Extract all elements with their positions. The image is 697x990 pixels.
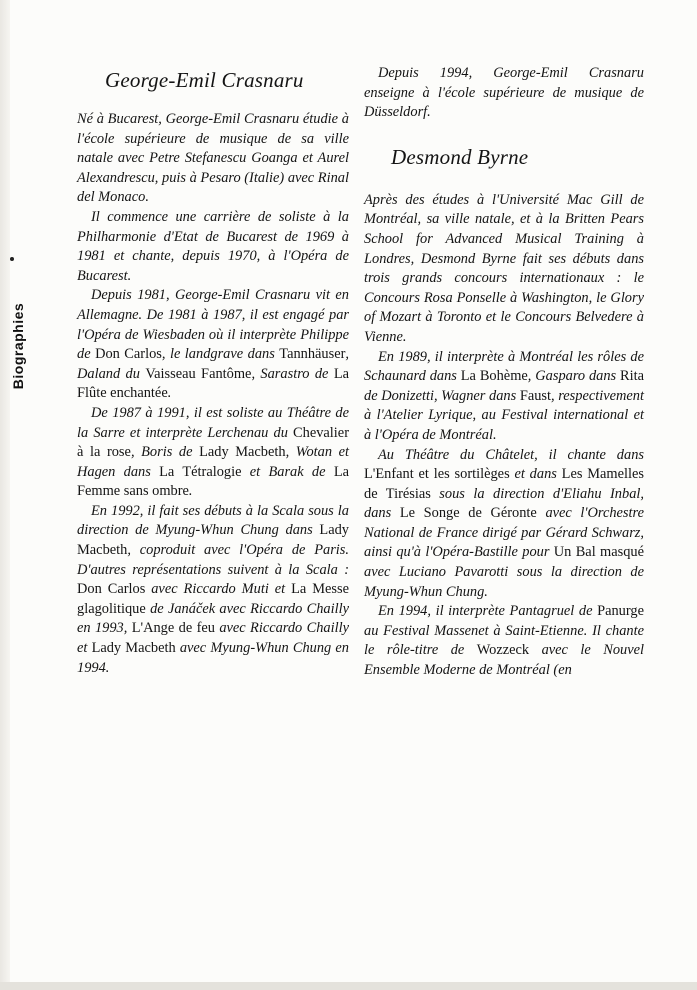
- work-title: Vaisseau Fantôme: [145, 365, 252, 382]
- text-span: sous la direction d'Eliahu Inbal, dans: [364, 485, 644, 522]
- work-title: Lady Macbeth: [199, 444, 286, 461]
- work-title: Panurge: [597, 603, 644, 620]
- work-title: La Messe glagolitique: [77, 581, 350, 617]
- text-span: , respectivement à l'Atelier Lyrique, au Festival international et à l'Opéra de Montréal.: [364, 387, 644, 443]
- text-span: Au Théâtre du Châtelet, il chante dans: [378, 446, 644, 463]
- text-span: , Boris de: [130, 444, 200, 461]
- work-title: Faust: [519, 387, 552, 404]
- work-title: Les Mamelles de Tirésias: [364, 466, 645, 502]
- biography-heading-byrne: Desmond Byrne: [391, 144, 529, 169]
- work-title: La Bohème: [460, 368, 528, 385]
- text-span: Depuis 1981, George-Emil Crasnaru vit en Allemagne. De 1981 à 1987, il est engagé par l'Opéra de Wiesbaden où il interprète Philippe de: [77, 287, 349, 363]
- paragraph: [77, 502, 349, 678]
- biography-heading-crasnaru: George-Emil Crasnaru: [105, 68, 304, 92]
- text-span: avec Myung-Whun Chung en 1994.: [77, 640, 349, 676]
- work-title: Le Songe de Géronte: [399, 505, 537, 522]
- work-title: Wozzeck: [476, 642, 530, 659]
- work-title: L'Ange de feu: [131, 620, 215, 637]
- page-left-edge: [0, 0, 10, 990]
- work-title: La Femme sans ombre: [77, 463, 349, 500]
- work-title: Don Carlos: [77, 581, 146, 598]
- paragraph: [364, 348, 644, 446]
- text-span: et dans: [509, 466, 562, 483]
- text-span: En 1992, il fait ses débuts à la Scala sous la direction de Myung-Whun Chung dans: [77, 502, 349, 539]
- work-title: Tannhäuser: [279, 346, 346, 363]
- text-span: et Barak de: [241, 463, 334, 480]
- paragraph: [77, 404, 349, 502]
- side-marker-dot: [10, 257, 14, 261]
- text-span: , Gasparo dans: [527, 368, 621, 385]
- text-span: avec Luciano Pavarotti sous la direction de Myung-Whun Chung.: [364, 564, 644, 600]
- left-column: [77, 66, 349, 678]
- work-title: Chevalier à la rose: [77, 424, 349, 461]
- text-span: , le landgrave dans: [161, 346, 280, 363]
- paragraph-continued: Depuis 1994, George-Emil Crasnaru enseigne à l'école supérieure de musique de Düsseldorf.: [364, 65, 644, 121]
- paragraph: Après des études à l'Université Mac Gill de Montréal, sa ville natale, et à la Britten Pears School for Advanced Musical Training à Londres, Desmond Byrne fait ses débuts dans trois grands concours internationaux : le Concours Rosa Ponselle à Washington, le Glory of Mozart à Toronto et le Concours Belvedere à Vienne.: [364, 191, 644, 345]
- paragraph: [364, 602, 644, 680]
- work-title: Lady Macbeth: [77, 522, 349, 559]
- work-title: Rita: [620, 368, 645, 385]
- text-span: avec l'Orchestre National de France dirigé par Gérard Schwarz, ainsi qu'à l'Opéra-Bastille pour: [364, 505, 644, 561]
- text-span: .: [188, 483, 193, 500]
- text-span: avec le Nouvel Ensemble Moderne de Montréal (en: [364, 642, 644, 679]
- right-column: [364, 64, 644, 681]
- work-title: Lady Macbeth: [91, 640, 176, 657]
- work-title: Un Bal masqué: [553, 544, 644, 561]
- paragraph: [364, 446, 644, 603]
- text-span: En 1994, il interprète Pantagruel de: [378, 603, 598, 620]
- text-span: de Donizetti, Wagner dans: [364, 387, 520, 404]
- text-span: avec Riccardo Muti et: [145, 581, 292, 598]
- paragraph: [77, 286, 349, 404]
- paragraph: Né à Bucarest, George-Emil Crasnaru étudie à l'école supérieure de musique de sa ville natale avec Petre Stefanescu Goanga et Aurel Alexandrescu, puis à Pesaro (Italie) avec Rinal del Monaco.: [77, 111, 349, 206]
- text-span: En 1989, il interprète à Montréal les rôles de Schaunard dans: [364, 348, 644, 385]
- text-span: , Sarastro de: [251, 365, 334, 382]
- section-side-label: Biographies: [10, 302, 26, 390]
- work-title: La Tétralogie: [159, 463, 242, 480]
- work-title: La Flûte enchantée: [77, 365, 349, 402]
- text-span: De 1987 à 1991, il est soliste au Théâtre de la Sarre et interprète Lerchenau du: [77, 404, 349, 441]
- page-bottom-edge: [0, 982, 697, 990]
- text-span: .: [167, 385, 172, 402]
- text-span: avec Riccardo Chailly et: [77, 620, 349, 657]
- text-span: , coproduit avec l'Opéra de Paris. D'autres représentations suivent à la Scala :: [77, 542, 349, 578]
- text-span: au Festival Massenet à Saint-Etienne. Il chante le rôle-titre de: [364, 622, 644, 659]
- paragraph: Il commence une carrière de soliste à la Philharmonie d'Etat de Bucarest de 1969 à 1981 et chante, depuis 1970, à l'Opéra de Bucarest.: [77, 208, 349, 284]
- text-span: , Wotan et Hagen dans: [77, 444, 350, 480]
- work-title: Don Carlos: [95, 346, 162, 363]
- work-title: L'Enfant et les sortilèges: [364, 466, 510, 483]
- text-span: de Janáček avec Riccardo Chailly en 1993,: [77, 600, 349, 637]
- text-span: , Daland du: [77, 346, 350, 382]
